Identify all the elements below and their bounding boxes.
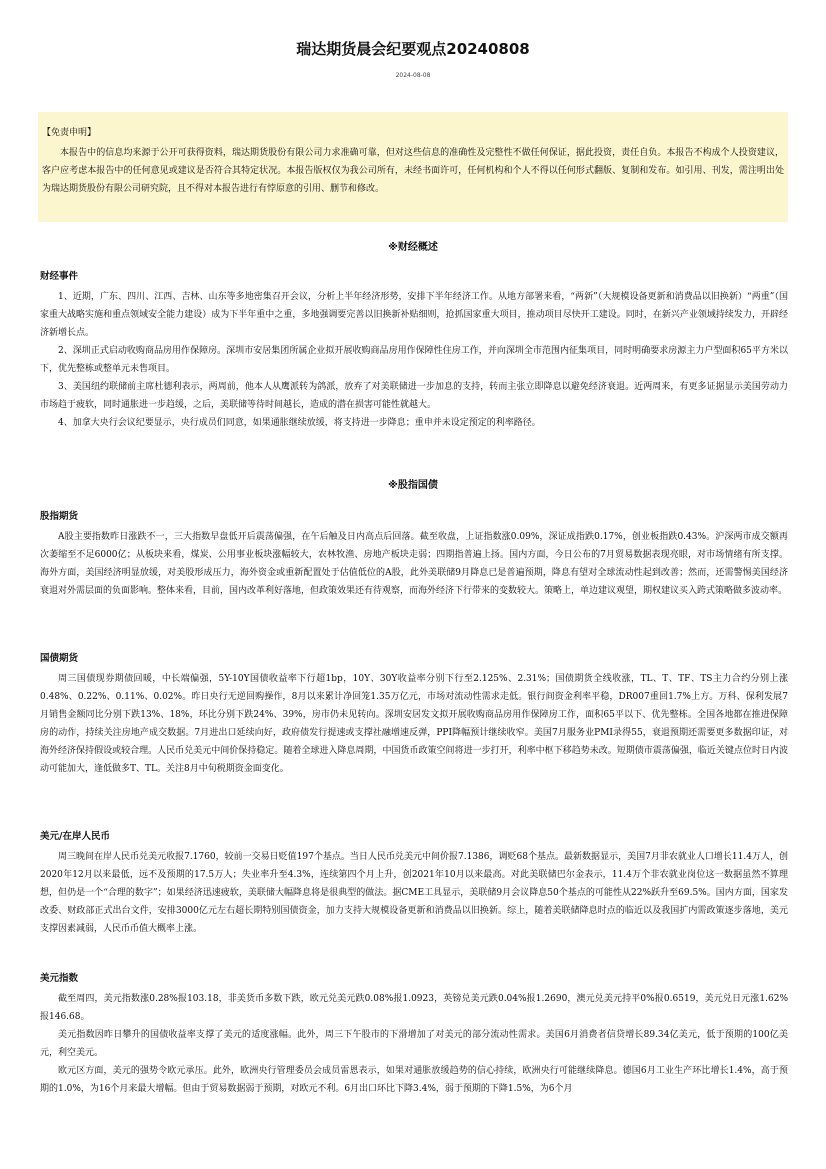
paragraph: 4、加拿大央行会议纪要显示，央行成员们同意，如果通胀继续放缓，将支持进一步降息；重申并未设定预定的利率路径。 (58, 418, 541, 428)
section-stock-bond: ※股指国债 (388, 480, 438, 491)
heading-usd-index: 美元指数 (40, 973, 79, 984)
paragraph: 截至周四，美元指数涨0.28%报103.18，非美货币多数下跌，欧元兑美元跌0.08%报1.0923，英镑兑美元跌0.04%报1.2690，澳元兑美元持平0%报0.6519，美元兑日元涨1.62%报146.68。 (40, 994, 788, 1022)
paragraph: 美元指数因昨日攀升的国债收益率支撑了美元的适度涨幅。此外，周三下午股市的下滑增加了对美元的部分流动性需求。美国6月消费者信贷增长89.34亿美元，低于预期的100亿美元，利空美元。 (40, 1030, 788, 1058)
usdcnh-text (40, 848, 788, 938)
disclaimer-body: 本报告中的信息均来源于公开可获得资料，瑞达期货股份有限公司力求准确可靠，但对这些信息的准确性及完整性不做任何保证，据此投资，责任自负。本报告不构成个人投资建议，客户应考虑本报告中的任何意见或建议是否符合其特定状况。本报告版权仅为我公司所有，未经书面许可，任何机构和个人不得以任何形式翻版、复制和发布。如引用、刊发，需注明出处为瑞达期货股份有限公司研究院，且不得对本报告进行有悖原意的引用、删节和修改。 (42, 148, 784, 194)
treasury-futures-text (40, 670, 788, 778)
heading-usdcnh: 美元/在岸人民币 (40, 831, 110, 842)
paragraph: 1、近期，广东、四川、江西、吉林、山东等多地密集召开会议，分析上半年经济形势，安排下半年经济工作。从地方部署来看，“两新”（大规模设备更新和消费品以旧换新）“两重”（国家重大战略实施和重点领域安全能力建设）成为下半年重中之重，多地强调要完善以旧换新补贴细则，抢抓国家重大项目，推动项目尽快开工建设。同时，在新兴产业领域持续发力，开辟经济新增长点。 (40, 292, 788, 338)
heading-index-futures: 股指期货 (40, 511, 79, 522)
section-finance-overview: ※财经概述 (388, 242, 438, 253)
paragraph: 3、美国纽约联储前主席杜德利表示，两周前，他本人从鹰派转为鸽派，放弃了对美联储进一步加息的支持，转而主张立即降息以避免经济衰退。近两周来，有更多证据显示美国劳动力市场趋于疲软，同时通胀进一步趋缓，之后，美联储等待时间越长，造成的潜在损害可能性就越大。 (40, 382, 788, 410)
paragraph: 周三国债现券期债回暖，中长端偏强，5Y-10Y国债收益率下行超1bp，10Y、30Y收益率分别下行至2.125%、2.31%；国债期货全线收涨，TL、T、TF、TS主力合约分别上涨0.48%、0.22%、0.11%、0.02%。昨日央行无逆回购操作，8月以来累计净回笼1.35万亿元，市场对流动性需求走低。银行间资金利率平稳，DR007重回1.7%上方。万科、保利发展7月销售金额同比分别下跌13%、18%，环比分别下跌24%、39%，房市仍未见转向。深圳安居发文拟开展收购商品房用作保障房工作，面积65平以下、优先整栋。全国各地都在推进保障房的动作，持续关注房地产成交数据。7月进出口延续向好，政府债发行提速或支撑社融增速反弹，PPI降幅预计继续收窄。美国7月服务业PMI录得55，衰退预期还需要更多数据印证，对海外经济保持假设或较合理。人民币兑美元中间价保持稳定。随着全球进入降息周期，中国货币政策空间将进一步打开，利率中枢下移趋势未改。短期债市震荡偏强，临近关键点位时日内波动可能加大，逢低做多T、TL。关注8月中旬税期资金面变化。 (40, 674, 788, 774)
usd-index-text (40, 990, 788, 1098)
paragraph: A股主要指数昨日涨跌不一，三大指数早盘低开后震荡偏强，在午后触及日内高点后回落。截至收盘，上证指数涨0.09%，深证成指跌0.17%，创业板指跌0.43%。沪深两市成交额再次萎缩至不足6000亿；从板块来看，煤炭、公用事业板块涨幅较大，农林牧渔、房地产板块走弱；四期指普遍上扬。国内方面，今日公布的7月贸易数据表现亮眼，对市场情绪有所支撑。海外方面，美国经济明显放缓，对美股形成压力，海外资金或重新配置处于估值低位的A股，此外美联储9月降息已是普遍预期，降息有望对全球流动性起到改善；然而，还需警惕美国经济衰退对外需层面的负面影响。整体来看，目前，国内改革利好落地，但政策效果还有待观察，而海外经济下行带来的变数较大。策略上，单边建议观望，期权建议买入跨式策略做多波动率。 (40, 532, 788, 596)
paragraph: 欧元区方面，美元的强势令欧元承压。此外，欧洲央行管理委员会成员雷恩表示，如果对通胀放缓趋势的信心持续，欧洲央行可能继续降息。德国6月工业生产环比增长1.4%，高于预期的1.0%，为16个月来最大增幅。但由于贸易数据弱于预期，对欧元不利。6月出口环比下降3.4%，弱于预期的下降1.5%，为6个月 (40, 1066, 788, 1094)
finance-events-text (40, 288, 788, 432)
index-futures-text (40, 528, 788, 600)
paragraph: 周三晚间在岸人民币兑美元收报7.1760，较前一交易日贬值197个基点。当日人民币兑美元中间价报7.1386，调贬68个基点。最新数据显示，美国7月非农就业人口增长11.4万人，创2020年12月以来最低，远不及预期的17.5万人；失业率升至4.3%，连续第四个月上升，创2021年10月以来最高。对此美联储巴尔金表示，11.4万个非农就业岗位这一数据虽然不算理想，但仍是一个“合理的数字”；如果经济迅速疲软，美联储大幅降息将是很典型的做法。据CME工具显示，美联储9月会议降息50个基点的可能性从22%跃升至69.5%。国内方面，国家发改委、财政部正式出台文件，安排3000亿元左右超长期特别国债资金，加力支持大规模设备更新和消费品以旧换新。综上，随着美联储降息时点的临近以及我国扩内需政策逐步落地，美元支撑因素减弱，人民币币值大概率上涨。 (40, 852, 788, 934)
heading-finance-events: 财经事件 (40, 271, 79, 282)
paragraph: 2、深圳正式启动收购商品房用作保障房。深圳市安居集团所属企业拟开展收购商品房用作保障性住房工作，并向深圳全市范围内征集项目，同时明确要求房源主力户型面积65平方米以下，优先整栋或整单元未售项目。 (40, 346, 788, 374)
heading-treasury-futures: 国债期货 (40, 653, 79, 664)
disclaimer-box (38, 112, 788, 222)
report-date: 2024-08-08 (395, 72, 431, 79)
report-title: 瑞达期货晨会纪要观点20240808 (296, 40, 530, 58)
disclaimer-heading: 【免责申明】 (42, 128, 97, 138)
